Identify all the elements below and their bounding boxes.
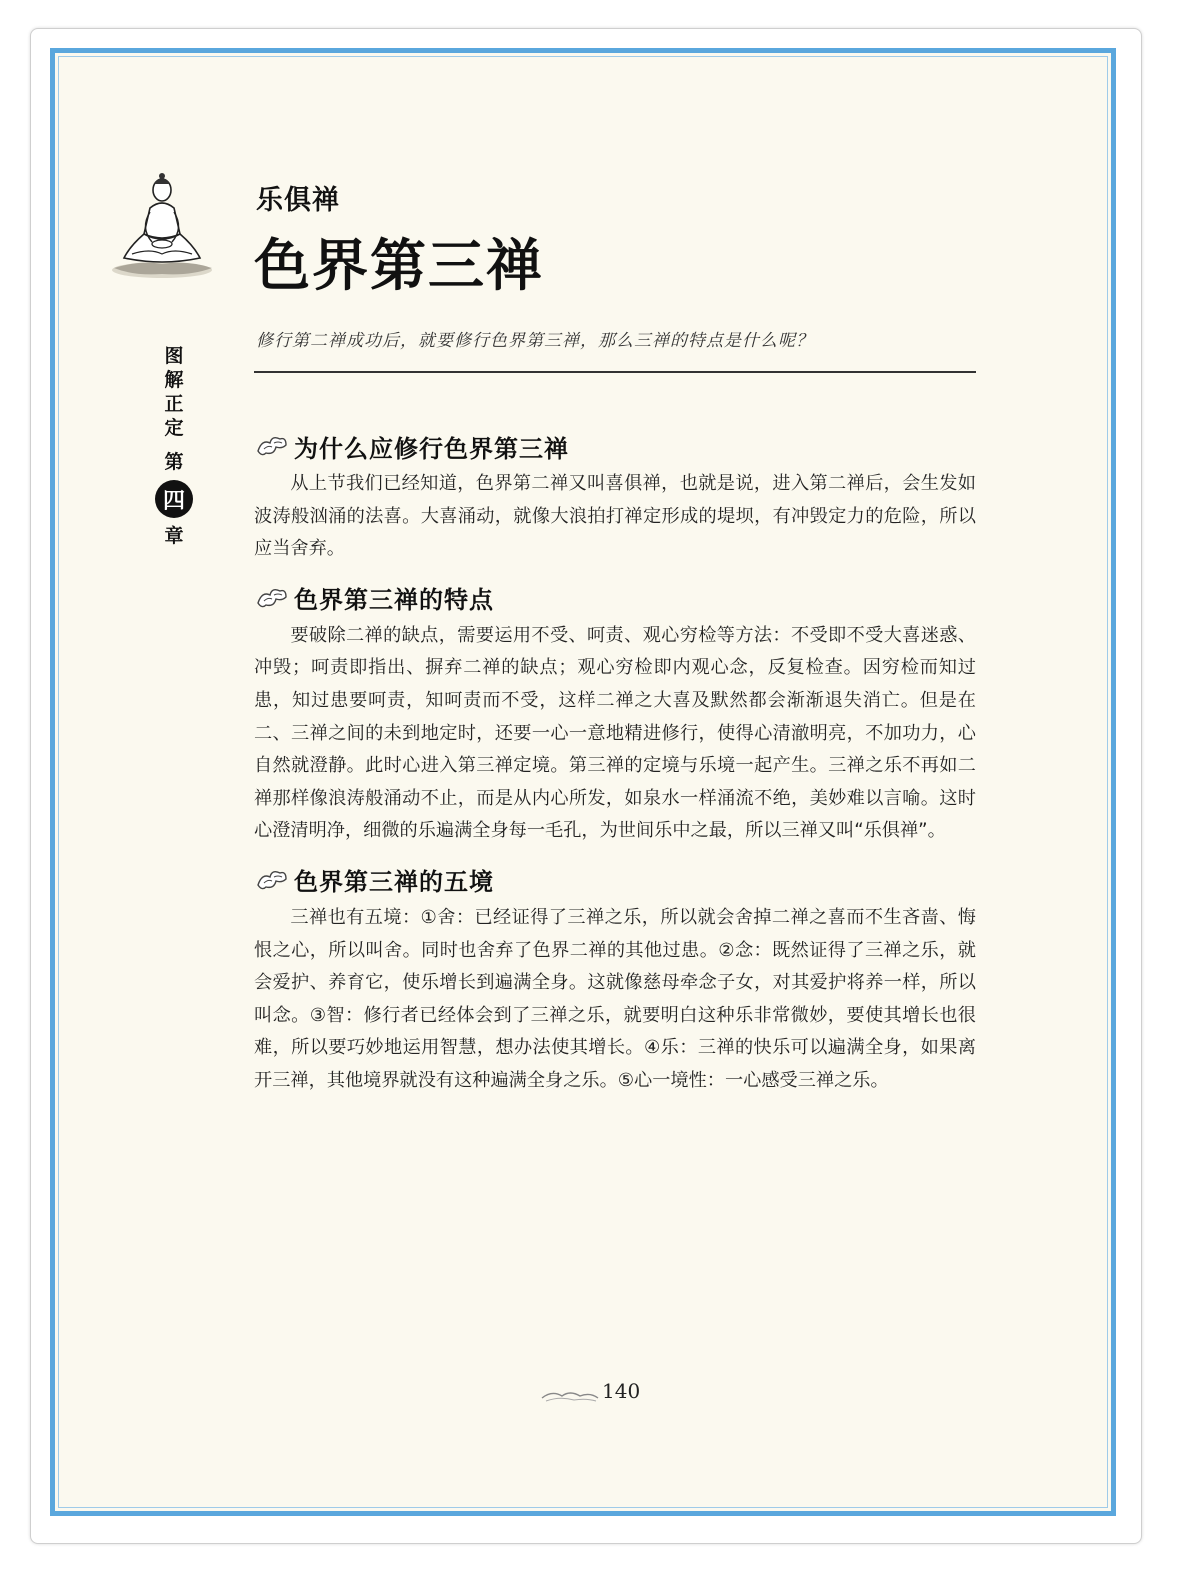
chapter-number-badge: 四: [155, 480, 193, 518]
side-tab-char: 章: [164, 525, 184, 547]
lotus-cloud-icon: [254, 431, 290, 461]
lotus-cloud-icon: [254, 583, 290, 613]
section-title: 色界第三禅的五境: [294, 867, 494, 897]
section-heading: [254, 424, 976, 468]
section-body: 从上节我们已经知道，色界第二禅又叫喜俱禅，也就是说，进入第二禅后，会生发如波涛般汹涌的法喜。大喜涌动，就像大浪拍打禅定形成的堤坝，有冲毁定力的危险，所以应当舍弃。: [254, 473, 976, 560]
article-content: [254, 424, 976, 1108]
side-tab-char: 解: [164, 369, 184, 391]
page-subtitle: 乐俱禅: [256, 185, 340, 216]
section-heading: [254, 858, 976, 902]
side-tab-char: 定: [164, 417, 184, 439]
section-heading: [254, 576, 976, 620]
meditating-buddha-icon: [110, 168, 214, 280]
cloud-ornament-icon: [540, 1386, 600, 1406]
side-tab-char: 正: [164, 393, 184, 415]
section: [254, 858, 976, 1098]
intro-text: 修行第二禅成功后，就要修行色界第三禅，那么三禅的特点是什么呢？: [256, 331, 814, 351]
chapter-side-tab: [150, 344, 198, 548]
side-tab-char: 第: [164, 451, 184, 473]
header-divider: [254, 371, 976, 373]
lotus-cloud-icon: [254, 865, 290, 895]
section-title: 为什么应修行色界第三禅: [294, 433, 569, 463]
section-body: 要破除二禅的缺点，需要运用不受、呵责、观心穷检等方法：不受即不受大喜迷惑、冲毁；呵责即指出、摒弃二禅的缺点；观心穷检即内观心念，反复检查。因穷检而知过患，知过患要呵责，知呵责而不受，这样二禅之大喜及默然都会渐渐退失消亡。但是在二、三禅之间的未到地定时，还要一心一意地精进修行，使得心清澈明亮，不加功力，心自然就澄静。此时心进入第三禅定境。第三禅的定境与乐境一起产生。三禅之乐不再如二禅那样像浪涛般涌动不止，而是从内心所发，如泉水一样涌流不绝，美妙难以言喻。这时心澄清明净，细微的乐遍满全身每一毛孔，为世间乐中之最，所以三禅又叫“乐俱禅”。: [254, 624, 976, 842]
section: [254, 576, 976, 848]
page-footer: [540, 1376, 640, 1406]
page-number: 140: [602, 1379, 641, 1403]
page-title: 色界第三禅: [254, 233, 544, 299]
section-body: 三禅也有五境：①舍：已经证得了三禅之乐，所以就会舍掉二禅之喜而不生吝啬、悔恨之心，所以叫舍。同时也舍弃了色界二禅的其他过患。②念：既然证得了三禅之乐，就会爱护、养育它，使乐增长到遍满全身。这就像慈母牵念子女，对其爱护将养一样，所以叫念。③智：修行者已经体会到了三禅之乐，就要明白这种乐非常微妙，要使其增长也很难，所以要巧妙地运用智慧，想办法使其增长。④乐：三禅的快乐可以遍满全身，如果离开三禅，其他境界就没有这种遍满全身之乐。⑤心一境性：一心感受三禅之乐。: [254, 906, 976, 1091]
side-tab-char: 图: [164, 345, 184, 367]
section-title: 色界第三禅的特点: [294, 585, 494, 615]
section: [254, 424, 976, 566]
